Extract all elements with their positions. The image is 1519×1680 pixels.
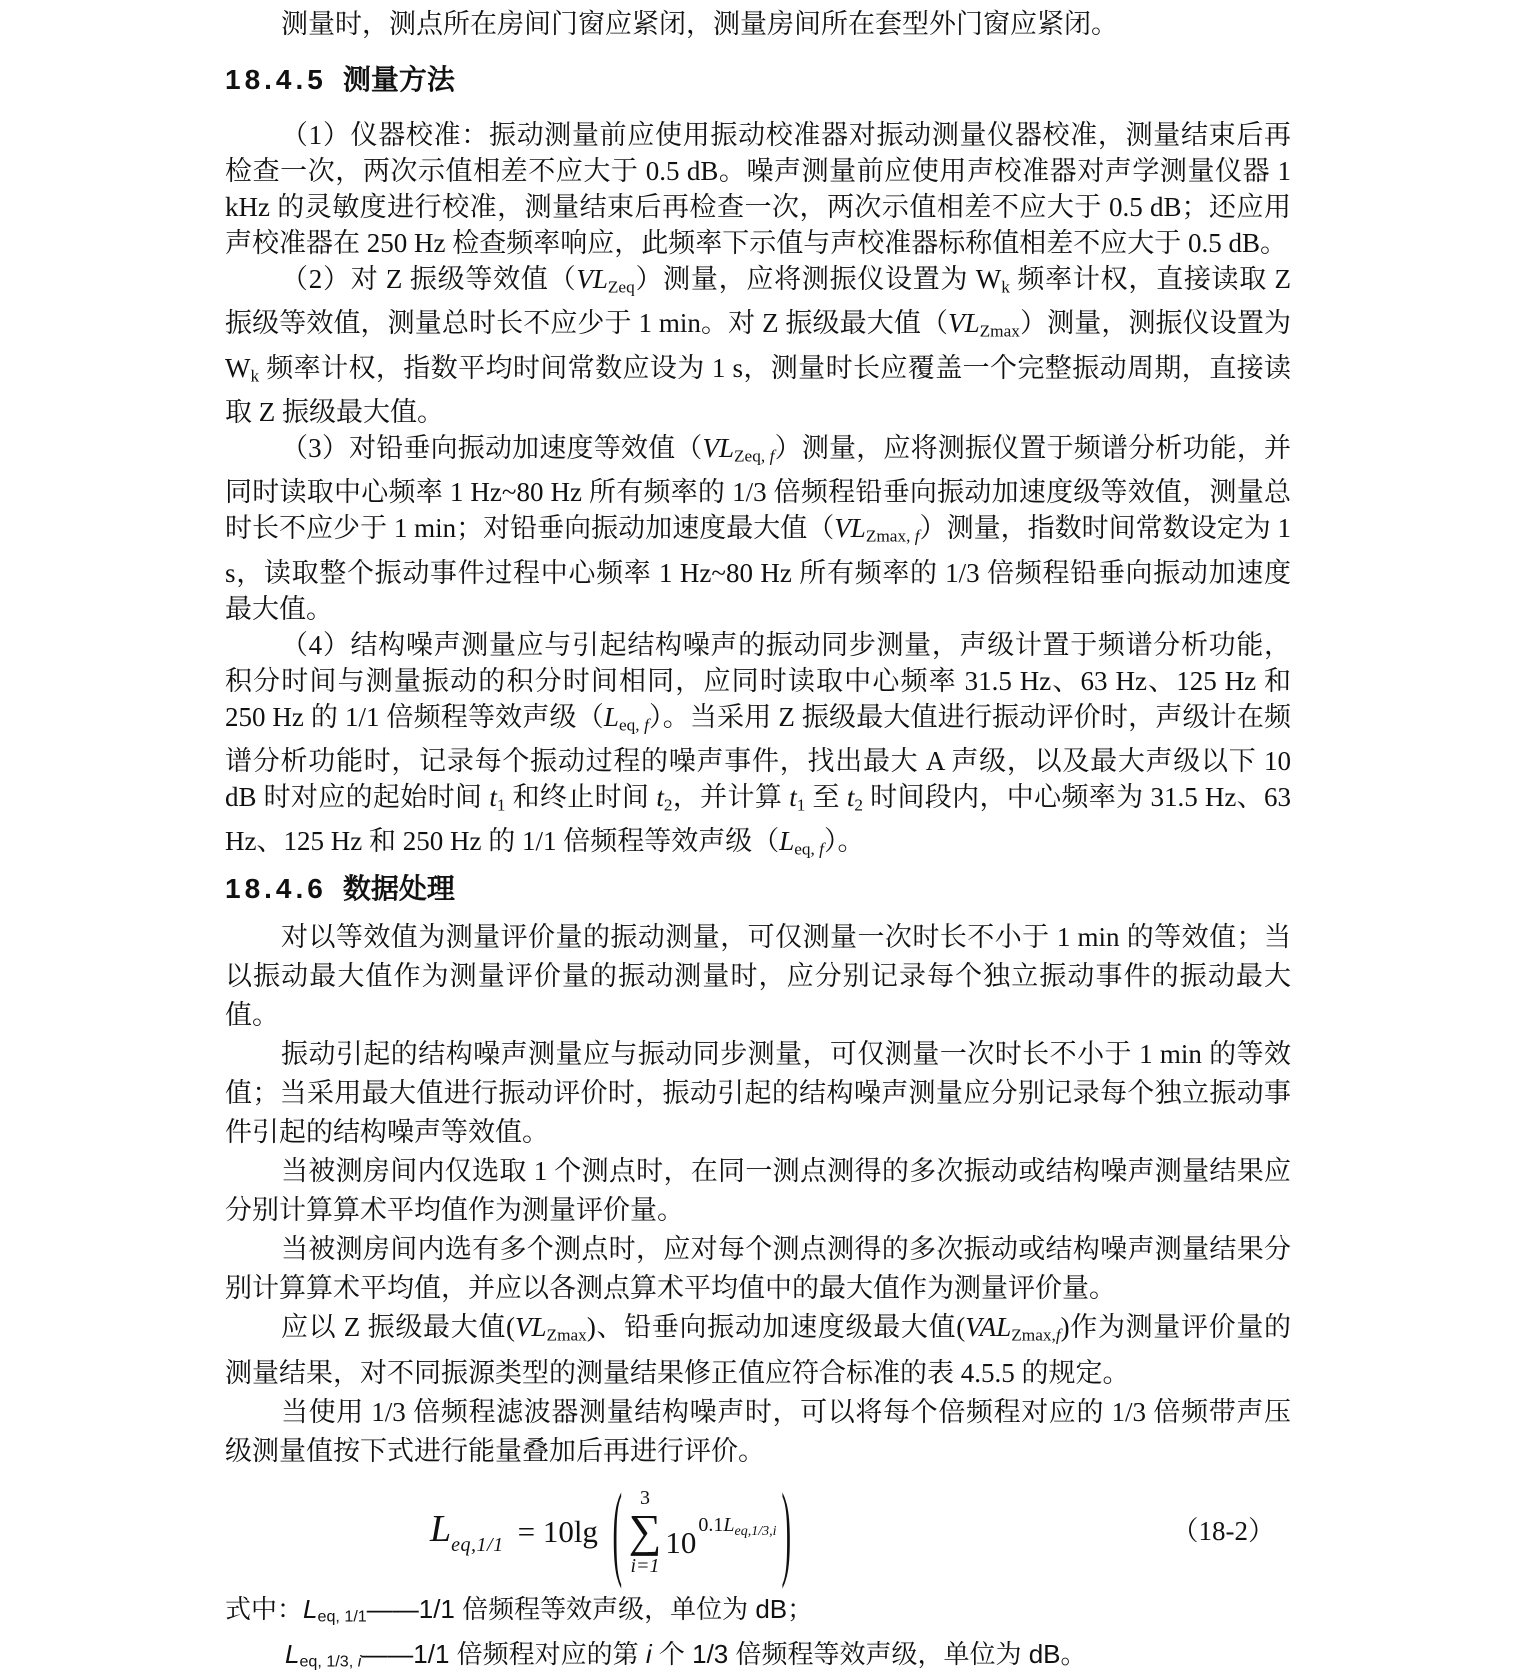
text-column: [225, 0, 1291, 1680]
paragraph-sync-measurement: 振动引起的结构噪声测量应与振动同步测量，可仅测量一次时长不小于 1 min 的等效值；当采用最大值进行振动评价时，振动引起的结构噪声测量应分别记录每个独立振动事件引起的结构噪声等效值。: [225, 1038, 1291, 1147]
paragraph-equivalent-value: 对以等效值为测量评价量的振动测量，可仅测量一次时长不小于 1 min 的等效值；当以振动最大值作为测量评价量的振动测量时，应分别记录每个独立振动事件的振动最大值。: [225, 921, 1291, 1030]
section-heading-data-processing: [225, 870, 1291, 908]
section-data-processing-body: [225, 918, 1291, 1471]
paragraph-third-octave-filter: 当使用 1/3 倍频程滤波器测量结构噪声时，可以将每个倍频程对应的 1/3 倍频带声压级测量值按下式进行能量叠加后再进行评价。: [225, 1396, 1291, 1466]
paragraph-z-vibration-level: （2）对 Z 振级等效值（VLZeq）测量，应将测振仪设置为 Wk 频率计权，直接读取 Z 振级等效值，测量总时长不应少于 1 min。对 Z 振级最大值（VLZmax）测量，测振仪设置为 Wk 频率计权，指数平均时间常数应设为 1 s，测量时长应覆盖一个完整振动周期，直接读取 Z 振级最大值。: [225, 264, 1292, 427]
formula-row: [225, 1470, 1291, 1590]
paragraph-structural-noise: （4）结构噪声测量应与引起结构噪声的振动同步测量，声级计置于频谱分析功能，积分时间与测量振动的积分时间相同，应同时读取中心频率 31.5 Hz、63 Hz、125 Hz 和 250 Hz 的 1/1 倍频程等效声级（Leq, f）。当采用 Z 振级最大值进行振动评价时，声级计在频谱分析功能时，记录每个振动过程的噪声事件，找出最大 A 声级，以及最大声级以下 10 dB 时对应的起始时间 t1 和终止时间 t2，并计算 t1 至 t2 时间段内，中心频率为 31.5 Hz、63 Hz、125 Hz 和 250 Hz 的 1/1 倍频程等效声级（Leq, f）。: [225, 629, 1292, 859]
power-exponent: $0.1L_{eq,1/3,i}$: [698, 1514, 777, 1540]
where-clause-line-2: Leq, 1/3, i——1/1 倍频程对应的第 i 个 1/3 倍频程等效声级，单位为 dB。: [285, 1639, 1087, 1671]
section-title: 数据处理: [342, 872, 455, 904]
paragraph-evaluation-result: 应以 Z 振级最大值(VLZmax)、铅垂向振动加速度级最大值(VALZmax,f)作为测量评价量的测量结果，对不同振源类型的测量结果修正值应符合标准的表 4.5.5 的规定。: [225, 1311, 1291, 1388]
formula-lhs: $L_{eq,1/1}$: [430, 1507, 504, 1556]
formula-open-paren: (: [612, 1470, 623, 1590]
section-heading-measurement-method: [225, 61, 1291, 99]
paragraph-single-point: 当被测房间内仅选取 1 个测点时，在同一测点测得的多次振动或结构噪声测量结果应分别计算算术平均值作为测量评价量。: [225, 1155, 1291, 1225]
section-number: 18.4.5: [225, 64, 327, 95]
paragraph-vertical-acceleration: （3）对铅垂向振动加速度等效值（VLZeq, f）测量，应将测振仪置于频谱分析功能，并同时读取中心频率 1 Hz~80 Hz 所有频率的 1/3 倍频程铅垂向振动加速度级等效值，测量总时长不应少于 1 min；对铅垂向振动加速度最大值（VLZmax, f）测量，指数时间常数设定为 1 s，读取整个振动事件过程中心频率 1 Hz~80 Hz 所有频率的 1/3 倍频程铅垂向振动加速度最大值。: [225, 432, 1292, 624]
paragraph-multiple-points: 当被测房间内选有多个测点时，应对每个测点测得的多次振动或结构噪声测量结果分别计算算术平均值，并应以各测点算术平均值中的最大值作为测量评价量。: [225, 1233, 1291, 1303]
section-measurement-method-body: [225, 117, 1291, 868]
formula-close-paren: ): [781, 1470, 791, 1590]
summation-upper-limit: 3: [639, 1487, 650, 1510]
power-base: 10: [665, 1525, 697, 1561]
where-clause: [225, 1591, 1291, 1680]
summation-lower-limit: i=1: [630, 1554, 660, 1577]
intro-paragraph: 测量时，测点所在房间门窗应紧闭，测量房间所在套型外门窗应紧闭。: [281, 9, 1118, 39]
formula-power-term: [665, 1505, 777, 1561]
formula-18-2: [430, 1470, 795, 1590]
formula-summation: [629, 1488, 662, 1575]
sigma-symbol: ∑: [628, 1505, 662, 1557]
section-number: 18.4.6: [225, 872, 327, 904]
paragraph-instrument-calibration: （1）仪器校准：振动测量前应使用振动校准器对振动测量仪器校准，测量结束后再检查一次，两次示值相差不应大于 0.5 dB。噪声测量前应使用声校准器对声学测量仪器 1 kHz 的灵敏度进行校准，测量结束后再检查一次，两次示值相差不应大于 0.5 dB；还应用声校准器在 250 Hz 检查频率响应，此频率下示值与声校准器标称值相差不应大于 0.5 dB。: [225, 120, 1291, 258]
where-clause-line-1: 式中：Leq, 1/1——1/1 倍频程等效声级，单位为 dB；: [225, 1593, 814, 1626]
formula-equals: = 10lg: [517, 1513, 598, 1549]
equation-number: （18-2）: [1171, 1515, 1275, 1546]
section-title: 测量方法: [342, 64, 455, 95]
